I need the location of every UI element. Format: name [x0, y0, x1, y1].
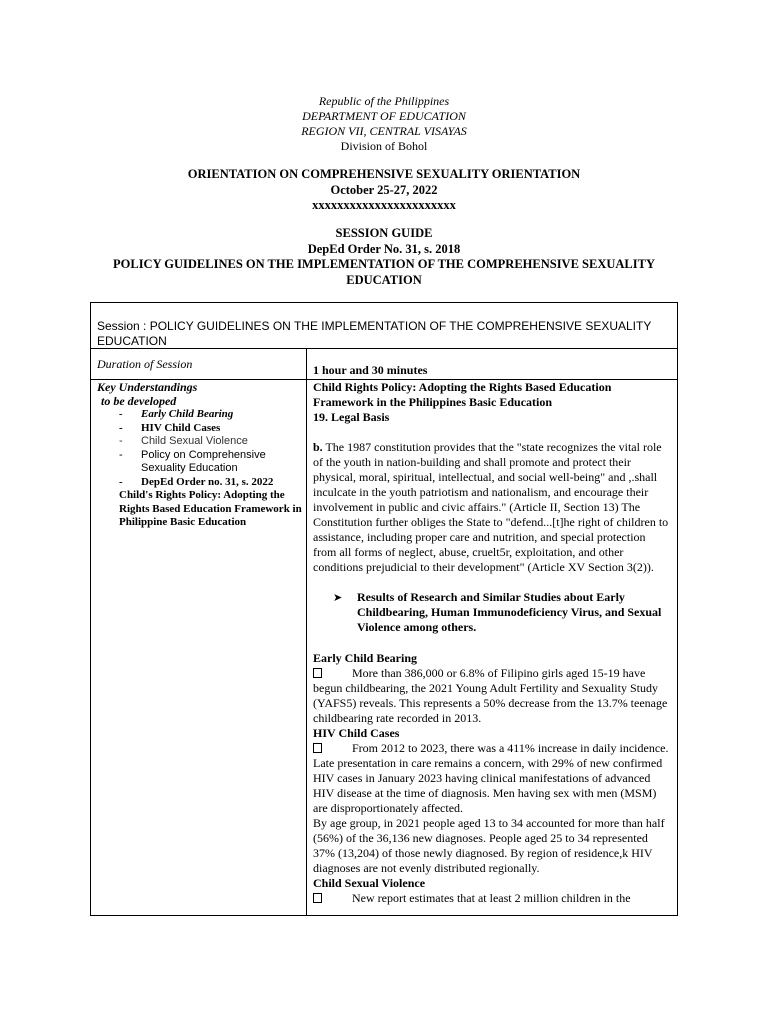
- ecb-paragraph: [313, 666, 669, 726]
- session-guide-label: SESSION GUIDE: [335, 226, 433, 240]
- session-text: Session : POLICY GUIDELINES ON THE IMPLEMENTATION OF THE COMPREHENSIVE SEXUALITY EDUCATION: [97, 319, 652, 348]
- letterhead-region: REGION VII, CENTRAL VISAYAS: [301, 124, 467, 138]
- column-divider: [306, 349, 307, 915]
- key-understandings: [97, 380, 302, 530]
- key-list: [97, 408, 302, 489]
- missing-glyph-icon: [313, 668, 322, 678]
- duration-value: 1 hour and 30 minutes: [313, 363, 428, 377]
- dash-bullet: -: [119, 435, 123, 447]
- letterhead-division: Division of Bohol: [340, 139, 428, 153]
- policy-title-line1: POLICY GUIDELINES ON THE IMPLEMENTATION OF THE COMPREHENSIVE SEXUALITY: [113, 257, 655, 271]
- arrow-bullet-icon: ➤: [333, 591, 343, 604]
- duration-label: Duration of Session: [97, 357, 193, 371]
- research-text: Results of Research and Similar Studies about Early Childbearing, Human Immunodeficiency Virus, and Sexual Violence among others.: [357, 590, 662, 634]
- key-subtitle: to be developed: [101, 394, 177, 408]
- legal-basis-paragraph: [313, 440, 669, 575]
- ecb-title: Early Child Bearing: [313, 651, 418, 665]
- ecb-text: More than 386,000 or 6.8% of Filipino girls aged 15-19 have begun childbearing, the 2021 Young Adult Fertility and Sexuality Study (YAFS5) reveals. This represents a 50% decrease from the 13.7% teenage childbearing rate recorded in 2013.: [313, 666, 668, 725]
- hiv-text2: By age group, in 2021 people aged 13 to 34 accounted for more than half (56%) of the 36,136 new diagnoses. People aged 25 to 34 represented 37% (13,204) of those newly diagnosed. By region of residence,k HIV diagnoses are not evenly distributed regionally.: [313, 816, 665, 875]
- orientation-block: [0, 167, 768, 214]
- legal-basis: 19. Legal Basis: [313, 410, 390, 424]
- deped-order: DepEd Order No. 31, s. 2018: [307, 241, 461, 256]
- key-item-early-child-bearing: Early Child Bearing: [141, 408, 234, 420]
- list-item: [97, 476, 302, 490]
- key-item-deped-order: DepEd Order no. 31, s. 2022: [141, 475, 274, 488]
- orientation-date: October 25-27, 2022: [330, 182, 438, 197]
- csv-text: New report estimates that at least 2 million children in the: [352, 891, 631, 905]
- list-item: [97, 435, 302, 449]
- hiv-text1: From 2012 to 2023, there was a 411% increase in daily incidence. Late presentation in care remains a concern, with 29% of new confirmed HIV cases in January 2023 having clinical manifestations of advanced HIV disease at the time of diagnosis. Men having sex with men (MSM) are disproportionately affected.: [313, 741, 669, 815]
- key-tail: Child's Rights Policy: Adopting the Rights Based Education Framework in Philippine Basic Education: [119, 489, 302, 528]
- hiv-paragraph: [313, 741, 669, 816]
- key-item-hiv: HIV Child Cases: [141, 421, 221, 434]
- csv-paragraph: [313, 891, 669, 906]
- orientation-title: ORIENTATION ON COMPREHENSIVE SEXUALITY ORIENTATION: [187, 167, 581, 181]
- session-guide-block: [0, 226, 768, 288]
- item-b-text: The 1987 constitution provides that the "state recognizes the vital role of the youth in nation-building and shall promote and protect their physical, moral, spiritual, intellectual, and social well-being" and ,.shall inculcate in the youth patriotism and nationalism, and encourage their involvement in public and civic affairs." (Article II, Section 13) The Constitution further obliges the State to "defend...[t]he right of children to assistance, including proper care and nutrition, and special protection from all forms of neglect, abuse, cruelt5r, exploitation, and other conditions prejudicial to their development" (Article XV Section 3(2)).: [313, 440, 669, 574]
- letterhead-department: DEPARTMENT OF EDUCATION: [302, 109, 466, 123]
- csv-title: Child Sexual Violence: [313, 876, 426, 890]
- dash-bullet: -: [119, 475, 123, 488]
- list-item: [97, 449, 302, 476]
- letterhead-republic: Republic of the Philippines: [318, 94, 450, 108]
- orientation-placeholder: xxxxxxxxxxxxxxxxxxxxxxx: [312, 198, 456, 212]
- missing-glyph-icon: [313, 893, 322, 903]
- list-item: [97, 422, 302, 436]
- research-bullet: [313, 590, 669, 635]
- missing-glyph-icon: [313, 743, 322, 753]
- letterhead: [0, 94, 768, 154]
- session-row: [91, 303, 677, 349]
- dash-bullet: -: [119, 448, 123, 461]
- session-table: [90, 302, 678, 916]
- dash-bullet: -: [119, 408, 123, 420]
- rights-heading: Child Rights Policy: Adopting the Rights Based Education Framework in the Philippines Basic Education: [313, 380, 612, 409]
- key-title: Key Understandings: [97, 380, 198, 394]
- policy-title-line2: EDUCATION: [346, 272, 422, 287]
- hiv-title: HIV Child Cases: [313, 726, 400, 740]
- list-item: [97, 408, 302, 422]
- key-item-policy: Policy on Comprehensive Sexuality Education: [141, 448, 266, 474]
- content-column: [313, 380, 669, 906]
- key-item-sexual-violence: Child Sexual Violence: [141, 435, 248, 447]
- dash-bullet: -: [119, 421, 123, 434]
- item-b-label: b.: [313, 440, 323, 454]
